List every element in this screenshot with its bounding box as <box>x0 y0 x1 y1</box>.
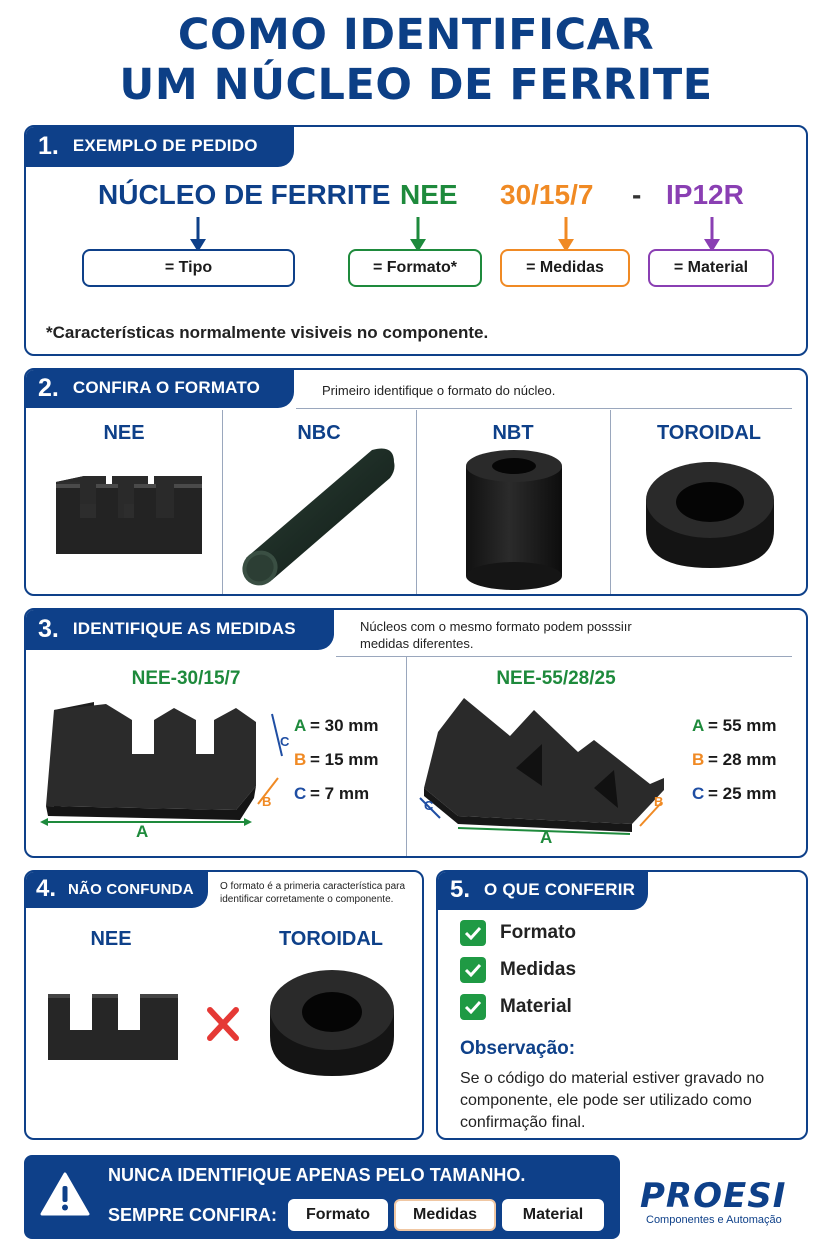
title-line-2: UM NÚCLEO DE FERRITE <box>119 60 713 110</box>
section-do-not-confuse <box>24 870 424 1140</box>
confuse-title-nee: NEE <box>90 928 132 950</box>
section-5-tab <box>436 870 648 910</box>
checkmark-icon <box>460 920 486 946</box>
section-1-label: EXEMPLO DE PEDIDO <box>72 136 258 155</box>
toroid-image <box>266 964 398 1082</box>
arrow-down-icon <box>556 217 576 253</box>
section-order-example <box>24 125 808 356</box>
brand-logo: PROESI <box>640 1176 787 1216</box>
nbt-tube-image <box>462 448 566 594</box>
warning-icon <box>40 1171 90 1217</box>
divider <box>296 408 792 409</box>
measure-title-left: NEE-30/15/7 <box>131 668 241 689</box>
divider <box>336 656 792 657</box>
check-item-medidas: Medidas <box>460 957 576 983</box>
letter-b: B <box>262 794 272 809</box>
toroid-image <box>640 456 780 576</box>
section-2-number: 2. <box>38 373 59 402</box>
section-2-hint: Primeiro identifique o formato do núcleo. <box>322 383 556 398</box>
confuse-title-toroidal: TOROIDAL <box>278 928 384 950</box>
section-3-number: 3. <box>38 614 59 643</box>
section-1-number: 1. <box>38 131 59 160</box>
nbc-rod-image <box>234 440 404 590</box>
section-4-number: 4. <box>36 875 57 902</box>
section-4-hint: O formato é a primeria característica para identificar corretamente o componente. <box>220 881 406 905</box>
code-tipo: NÚCLEO DE FERRITE <box>98 179 391 210</box>
brand-tagline: Componentes e Automação <box>646 1214 782 1226</box>
shape-title-nbc: NBC <box>297 422 341 444</box>
nee-core-image <box>46 990 182 1064</box>
letter-a: A <box>136 822 149 841</box>
banner-line-1: NUNCA IDENTIFIQUE APENAS PELO TAMANHO. <box>108 1165 526 1185</box>
section-5-number: 5. <box>450 876 471 903</box>
arrow-down-icon <box>188 217 208 253</box>
measure-c-left: C = 7 mm <box>294 784 370 803</box>
measure-a-right: A = 55 mm <box>692 716 777 735</box>
code-material: IP12R <box>666 179 744 210</box>
section-measurements <box>24 608 808 858</box>
letter-a: A <box>540 828 553 847</box>
section-3-tab <box>24 608 334 650</box>
title-line-1: COMO IDENTIFICAR <box>177 10 655 60</box>
section-4-tab <box>24 870 208 908</box>
pill-material: = Material <box>648 249 774 287</box>
letter-b: B <box>654 794 664 809</box>
letter-c: C <box>424 798 434 813</box>
arrow-down-icon <box>408 217 428 253</box>
observation-text: Se o código do material estiver gravado no componente, ele pode ser utilizado como confirmação final. <box>460 1070 765 1131</box>
pill-medidas: = Medidas <box>500 249 630 287</box>
arrow-down-icon <box>702 217 722 253</box>
footnote: *Características normalmente visiveis no componente. <box>46 323 489 342</box>
cross-icon <box>206 1006 240 1042</box>
checkmark-icon <box>460 994 486 1020</box>
badge-medidas: Medidas <box>394 1199 496 1231</box>
section-4-label: NÃO CONFUNDA <box>68 880 194 898</box>
banner-line-2: SEMPRE CONFIRA: <box>108 1205 278 1225</box>
code-medidas: 30/15/7 <box>500 179 594 210</box>
shape-title-toroidal: TOROIDAL <box>656 422 762 444</box>
observation-title: Observação: <box>460 1038 576 1059</box>
section-2-label: CONFIRA O FORMATO <box>72 378 261 397</box>
letter-c: C <box>280 734 290 749</box>
measure-b-left: B = 15 mm <box>294 750 379 769</box>
check-item-material: Material <box>460 994 572 1020</box>
measure-c-right: C = 25 mm <box>692 784 777 803</box>
page-title <box>0 10 832 110</box>
section-check-format <box>24 368 808 596</box>
badge-material: Material <box>502 1199 604 1231</box>
measure-title-right: NEE-55/28/25 <box>496 668 616 689</box>
code-formato: NEE <box>400 179 458 210</box>
section-3-label: IDENTIFIQUE AS MEDIDAS <box>72 619 296 638</box>
code-dash: - <box>632 179 642 210</box>
section-3-hint: Núcleos com o mesmo formato podem posssiır medidas diferentes. <box>360 619 632 651</box>
warning-banner <box>24 1155 620 1239</box>
section-2-tab <box>24 368 294 408</box>
section-5-label: O QUE CONFERIR <box>484 880 636 899</box>
pill-formato: = Formato* <box>348 249 482 287</box>
check-item-formato: Formato <box>460 920 576 946</box>
nee-55-28-25-image <box>418 692 670 842</box>
shape-title-nee: NEE <box>103 422 145 444</box>
badge-formato: Formato <box>288 1199 388 1231</box>
checkmark-icon <box>460 957 486 983</box>
divider <box>406 656 407 858</box>
section-1-tab <box>24 125 294 167</box>
shape-title-nbt: NBT <box>492 422 534 444</box>
pill-tipo: = Tipo <box>82 249 295 287</box>
section-what-to-check <box>436 870 808 1140</box>
measure-b-right: B = 28 mm <box>692 750 777 769</box>
measure-a-left: A = 30 mm <box>294 716 379 735</box>
nee-30-15-7-image <box>36 698 286 838</box>
nee-core-image <box>52 474 208 558</box>
